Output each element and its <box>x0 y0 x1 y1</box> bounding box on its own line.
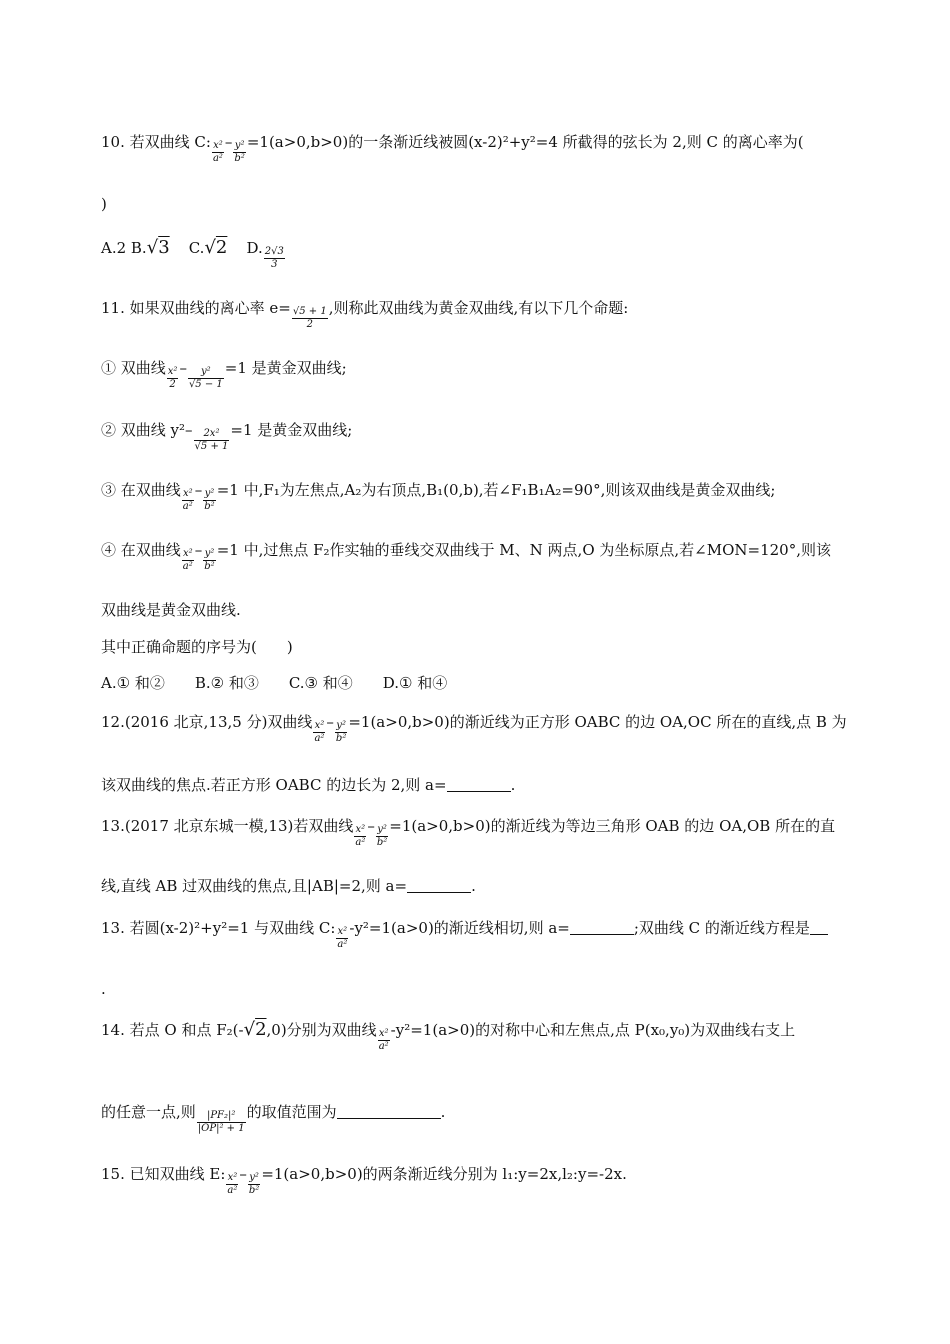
radicand: 3 <box>158 237 170 258</box>
numerator: x² <box>355 824 366 835</box>
p3-text-b: =1 中,F₁为左焦点,A₂为右顶点,B₁(0,b),若∠F₁B₁A₂=90°,则该双曲线是黄金双曲线; <box>216 481 776 499</box>
fraction <box>378 1028 390 1053</box>
proposition-1 <box>101 358 347 391</box>
q14-text-a: 14. 若点 O 和点 F₂(- <box>101 1021 244 1039</box>
numerator: y² <box>336 720 346 731</box>
question-10-options <box>101 238 286 271</box>
numerator: 2√3 <box>264 246 284 257</box>
q12-text-a: 12.(2016 北京,13,5 分)双曲线 <box>101 713 313 731</box>
numerator: y² <box>249 1172 259 1183</box>
fraction <box>203 548 215 573</box>
fraction <box>292 306 328 331</box>
minus-sign: – <box>194 481 203 499</box>
question-14-stem <box>101 1020 795 1053</box>
denominator: b² <box>248 1185 260 1196</box>
period: . <box>471 877 476 895</box>
denominator: a² <box>227 1185 238 1196</box>
p4-text-a: ④ 在双曲线 <box>101 541 181 559</box>
q12-text-c: 该双曲线的焦点.若正方形 OABC 的边长为 2,则 a= <box>101 776 447 794</box>
q14-text-e: 的取值范围为 <box>246 1103 337 1121</box>
p2-text-a: ② 双曲线 y²– <box>101 421 193 439</box>
question-12-cont <box>101 775 515 795</box>
q13b-text-c: ;双曲线 C 的渐近线方程是 <box>633 919 810 937</box>
denominator: 2 <box>167 378 179 391</box>
q12-text-b: =1(a>0,b>0)的渐近线为正方形 OABC 的边 OA,OC 所在的直线,点 B 为 <box>348 713 847 731</box>
question-14-cont <box>101 1102 445 1135</box>
radicand: 2 <box>215 237 228 258</box>
q11-ask: 其中正确命题的序号为( ) <box>101 638 293 656</box>
period: . <box>510 776 516 794</box>
numerator: y² <box>204 548 215 559</box>
proposition-4-cont <box>101 600 241 620</box>
q13a-text-c: 线,直线 AB 过双曲线的焦点,且|AB|=2,则 a= <box>101 877 408 895</box>
radicand: 2 <box>255 1019 267 1040</box>
fraction <box>335 720 347 745</box>
answer-blank[interactable] <box>447 777 511 792</box>
fraction <box>264 246 285 271</box>
proposition-2 <box>101 420 352 453</box>
denominator: a² <box>378 1041 389 1052</box>
numerator: y² <box>377 824 387 835</box>
q13b-text-b: -y²=1(a>0)的渐近线相切,则 a= <box>349 919 570 937</box>
option-a-b: A.2 B. <box>101 239 147 257</box>
q15-text-b: =1(a>0,b>0)的两条渐近线分别为 l₁:y=2x,l₂:y=-2x. <box>261 1165 627 1183</box>
numerator: x² <box>337 926 348 937</box>
denominator: a² <box>212 153 223 164</box>
numerator: y² <box>201 366 211 377</box>
denominator: 2 <box>292 318 328 331</box>
numerator: x² <box>314 720 325 731</box>
p1-text-b: =1 是黄金双曲线; <box>224 359 347 377</box>
sqrt-2: √2 <box>204 237 228 258</box>
numerator: x² <box>213 140 223 151</box>
sqrt-2: √2 <box>243 1019 267 1040</box>
answer-blank[interactable] <box>810 920 828 935</box>
denominator: b² <box>335 733 347 744</box>
q11-text-a: 11. 如果双曲线的离心率 e= <box>101 299 291 317</box>
minus-sign: – <box>239 1165 247 1183</box>
denominator: b² <box>234 153 245 164</box>
option-d: D. <box>246 239 263 257</box>
denominator: a² <box>355 837 366 848</box>
fraction <box>212 140 224 165</box>
fraction <box>226 1172 238 1197</box>
q13b-text-a: 13. 若圆(x-2)²+y²=1 与双曲线 C: <box>101 919 336 937</box>
numerator: x² <box>167 366 178 377</box>
fraction <box>167 366 179 391</box>
fraction <box>376 824 388 849</box>
q15-text-a: 15. 已知双曲线 E: <box>101 1165 226 1183</box>
denominator: a² <box>182 561 193 572</box>
minus-sign: – <box>224 133 233 151</box>
q14-text-d: 的任意一点,则 <box>101 1103 196 1121</box>
question-12-stem <box>101 712 847 745</box>
denominator: a² <box>314 733 325 744</box>
q13a-text-a: 13.(2017 北京东城一模,13)若双曲线 <box>101 817 354 835</box>
denominator: b² <box>376 837 388 848</box>
fraction <box>188 366 224 391</box>
denominator: b² <box>204 501 215 512</box>
question-13a-cont <box>101 876 476 896</box>
q14-text-b: ,0)分别为双曲线 <box>266 1021 377 1039</box>
denominator: |OP|² + 1 <box>197 1123 245 1134</box>
proposition-3 <box>101 480 775 513</box>
numerator: x² <box>378 1028 389 1039</box>
fraction <box>194 428 230 453</box>
fraction <box>197 1110 246 1135</box>
p4-text-c: 双曲线是黄金双曲线. <box>101 601 241 619</box>
answer-blank[interactable] <box>407 878 471 893</box>
answer-blank[interactable] <box>337 1104 441 1119</box>
numerator: y² <box>204 488 215 499</box>
numerator: y² <box>234 140 245 151</box>
denominator: a² <box>182 501 193 512</box>
fraction <box>203 488 215 513</box>
question-13b-stem <box>101 918 828 951</box>
proposition-4 <box>101 540 831 573</box>
fraction <box>336 926 348 951</box>
numerator: |PF₂|² <box>206 1110 236 1121</box>
denominator: b² <box>204 561 215 572</box>
question-15-stem <box>101 1164 627 1197</box>
q11-text-b: ,则称此双曲线为黄金双曲线,有以下几个命题: <box>328 299 629 317</box>
numerator: 2x² <box>203 428 220 439</box>
q11-options: A.① 和② B.② 和③ C.③ 和④ D.① 和④ <box>101 674 448 692</box>
question-11-ask <box>101 637 293 657</box>
q14-text-c: -y²=1(a>0)的对称中心和左焦点,点 P(x₀,y₀)为双曲线右支上 <box>390 1021 796 1039</box>
minus-sign: – <box>326 713 334 731</box>
fraction <box>182 548 194 573</box>
q10-text-a: 10. 若双曲线 C: <box>101 133 211 151</box>
fraction <box>233 140 245 165</box>
period: . <box>440 1103 446 1121</box>
question-13a-stem <box>101 816 835 849</box>
p1-text-a: ① 双曲线 <box>101 359 166 377</box>
q10-text-b: =1(a>0,b>0)的一条渐近线被圆(x-2)²+y²=4 所截得的弦长为 2,则 C 的离心率为( <box>246 133 804 151</box>
answer-blank[interactable] <box>570 920 634 935</box>
minus-sign: – <box>179 359 187 377</box>
question-10-stem <box>101 132 804 165</box>
question-11-options <box>101 673 447 693</box>
question-10-close <box>101 194 107 214</box>
close-paren: ) <box>101 195 107 213</box>
sqrt-3: √3 <box>146 237 170 258</box>
option-c: C. <box>188 239 205 257</box>
denominator: a² <box>337 939 348 950</box>
p4-text-b: =1 中,过焦点 F₂作实轴的垂线交双曲线于 M、N 两点,O 为坐标原点,若∠MON=120°,则该 <box>216 541 831 559</box>
numerator: x² <box>182 488 193 499</box>
denominator: 3 <box>264 258 285 271</box>
numerator: √5 + 1 <box>292 306 327 317</box>
fraction <box>354 824 366 849</box>
denominator: √5 + 1 <box>194 441 229 452</box>
p2-text-b: =1 是黄金双曲线; <box>230 421 353 439</box>
question-11-stem <box>101 298 628 331</box>
minus-sign: – <box>367 817 375 835</box>
fraction <box>182 488 194 513</box>
numerator: x² <box>182 548 193 559</box>
fraction <box>313 720 325 745</box>
q13a-text-b: =1(a>0,b>0)的渐近线为等边三角形 OAB 的边 OA,OB 所在的直 <box>389 817 836 835</box>
period: . <box>101 980 106 998</box>
minus-sign: – <box>194 541 203 559</box>
fraction <box>248 1172 260 1197</box>
question-13b-end <box>101 979 106 999</box>
numerator: x² <box>227 1172 238 1183</box>
p3-text-a: ③ 在双曲线 <box>101 481 181 499</box>
denominator: √5 − 1 <box>188 379 223 390</box>
